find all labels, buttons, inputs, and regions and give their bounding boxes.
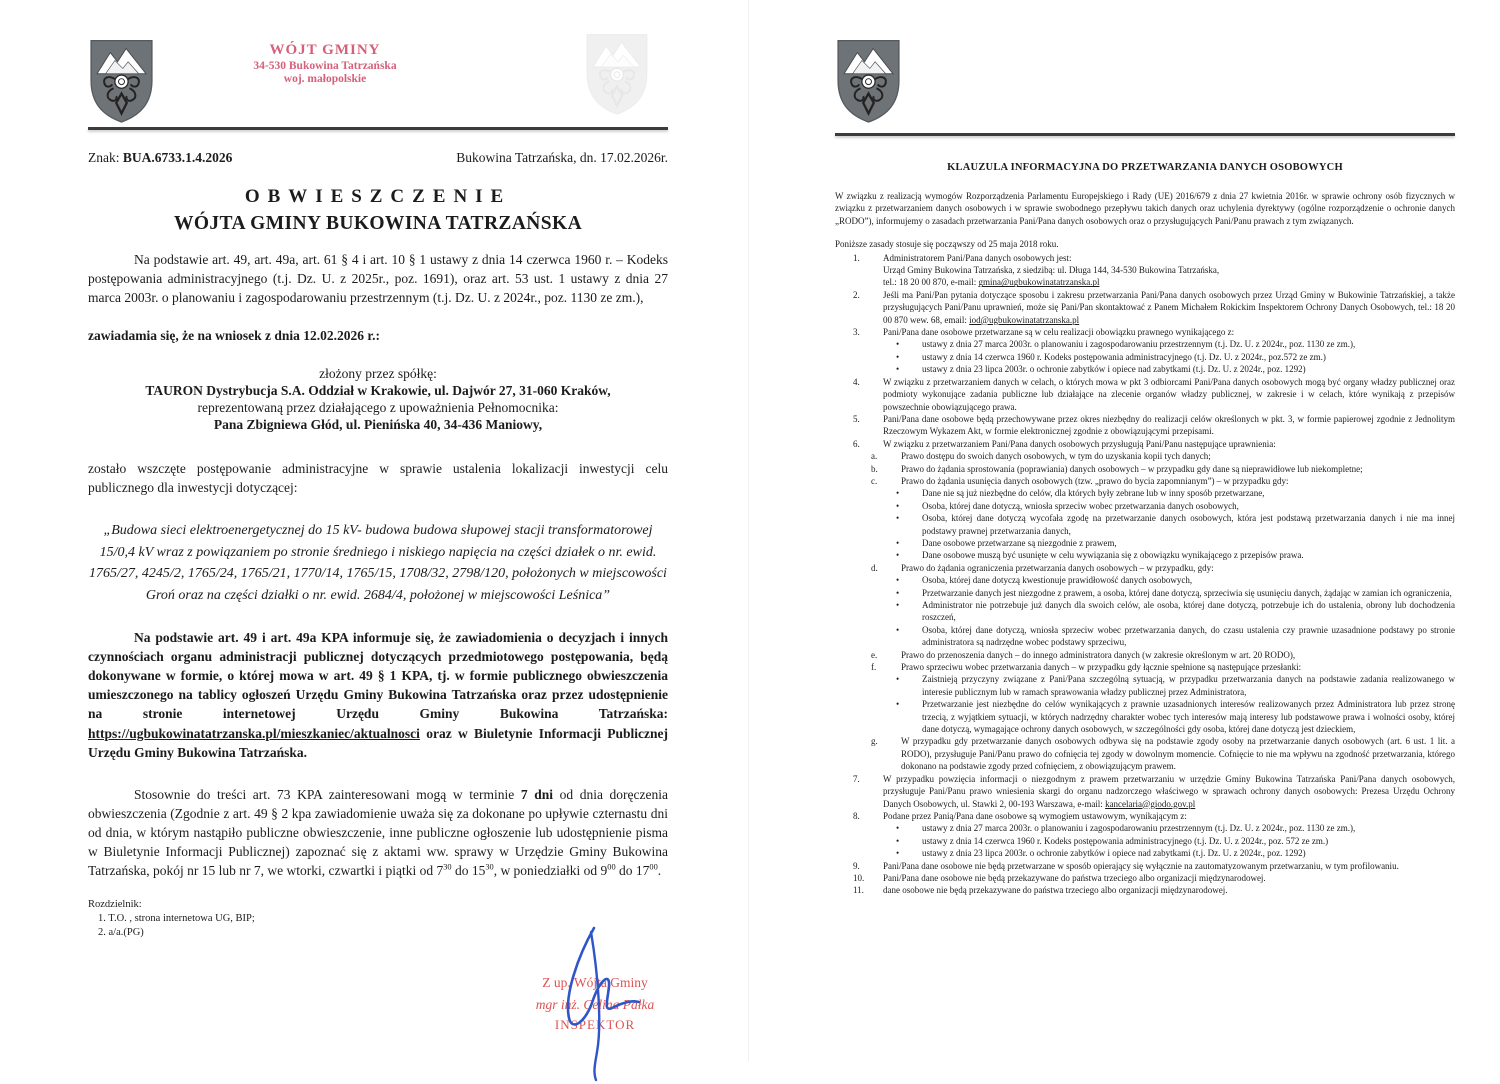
list-row-text: Pani/Pana dane osobowe nie będą przekazywane do państwa trzeciego albo organizacji międzynarodowej.	[883, 872, 1266, 883]
list-row-text: Prawo do żądania ograniczenia przetwarzania danych osobowych – w przypadku, gdy:	[901, 562, 1214, 573]
list-row-text: Prawo do żądania sprostowania (poprawiania) danych osobowych – w przypadku gdy dane są nieprawidłowe lub niekompletne;	[901, 463, 1363, 474]
rodo-list-row	[835, 413, 1455, 438]
applicant-block	[88, 365, 668, 434]
rodo-list-row	[835, 884, 1455, 896]
list-marker: 2.	[853, 289, 860, 300]
rodo-list-row	[835, 624, 1455, 649]
list-marker: •	[896, 587, 900, 598]
rodo-list-row	[835, 549, 1455, 561]
list-row-text: ustawy z dnia 23 lipca 2003r. o ochronie zabytków i opiece nad zabytkami (t.j. Dz. U. z 2024r., poz. 1292)	[922, 364, 1306, 375]
list-marker: •	[896, 339, 900, 350]
list-row-text: Osoba, której dane dotyczą wycofała zgodę na przetwarzanie danych osobowych, która jest podstawą przetwarzania danych i nie ma innej podstawy prawnej przetwarzania danych,	[922, 513, 1455, 536]
notification-lead: zawiadamia się, że na wniosek z dnia 12.02.2026 r.:	[88, 328, 381, 344]
stamp-voivodeship: woj. małopolskie	[283, 73, 367, 86]
list-marker: •	[896, 699, 900, 710]
crest-watermark-icon	[584, 32, 650, 116]
signature-position: INSPEKTOR	[554, 1017, 636, 1033]
title-line-1: OBWIESZCZENIE	[244, 186, 512, 207]
left-page-obwieszczenie	[0, 0, 748, 1061]
rodo-list-row	[835, 661, 1455, 673]
representative-name: Pana Zbigniewa Głód, ul. Pienińska 40, 34-436 Maniowy,	[213, 417, 543, 433]
rodo-list-row	[835, 735, 1455, 772]
rodo-list-row	[835, 587, 1455, 599]
list-row-text: ustawy z dnia 27 marca 2003r. o planowaniu i zagospodarowaniu przestrzennym (t.j. Dz. U. z 2024r., poz. 1130 ze zm.),	[922, 339, 1356, 350]
header-office-stamp	[200, 42, 450, 87]
list-row-text: Prawo do żądania usunięcia danych osobowych (tzw. „prawo do bycia zapomnianym”) – w przypadku gdy:	[901, 475, 1289, 486]
list-marker: d.	[871, 562, 878, 573]
rodo-list-row	[835, 450, 1455, 462]
list-marker: 1.	[853, 252, 860, 263]
place-and-date: Bukowina Tatrzańska, dn. 17.02.2026r.	[456, 150, 668, 165]
list-row-text: Dane nie są już niezbędne do celów, dla których były zebrane lub w inny sposób przetwarzane,	[922, 488, 1265, 499]
list-row-text: W związku z przetwarzaniem danych w celach, o których mowa w pkt 3 odbiorcami Pani/Pana danych osobowych mogą być organy władzy publicznej oraz podmioty wykonujące zadania publiczne lub działające na zlecenie organów władzy publicznej, w zakresie i w celach, które wynikają z przepisów powszechnie obowiązującego prawa.	[883, 376, 1455, 412]
rodo-list-row	[835, 562, 1455, 574]
list-row-text: Urząd Gminy Bukowina Tatrzańska, z siedzibą: ul. Długa 144, 34-530 Bukowina Tatrzańska,	[883, 265, 1220, 276]
header-rule	[835, 133, 1455, 136]
left-page-header	[88, 38, 668, 124]
rodo-list-row	[835, 860, 1455, 872]
distribution-label: Rozdzielnik:	[88, 898, 142, 910]
rodo-list-row	[835, 847, 1455, 859]
list-marker: 9.	[853, 860, 860, 871]
applicant-intro: złożony przez spółkę:	[319, 365, 437, 381]
inspection-paragraph: Stosownie do treści art. 73 KPA zainteresowani mogą w terminie 7 dni od dnia doręczenia obwieszczenia (Zgodnie z art. 49 § 2 kpa zawiadomienie uważa się za dokonane po upływie czternastu dni od dnia, w którym nastąpiło publiczne obwieszczenie, inne publiczne ogłoszenie lub udostępnienie pisma w Biuletynie Informacji Publicznej) zapoznać się z aktami ww. sprawy w Urzędzie Gminy Bukowina Tatrzańska, pokój nr 15 lub nr 7, we wtorki, czwartki i piątki od $7^{30}$ do $15^{30}$, w poniedziałki od $9^{00}$ do $17^{00}$.	[88, 786, 668, 879]
list-marker: •	[896, 624, 900, 635]
rodo-list-row	[835, 338, 1455, 350]
rodo-lead-line: Poniższe zasady stosuje się począwszy od 25 maja 2018 roku.	[835, 239, 1059, 250]
rodo-title: KLAUZULA INFORMACYJNA DO PRZETWARZANIA DANYCH OSOBOWYCH	[947, 162, 1343, 173]
case-number: Znak: BUA.6733.1.4.2026	[88, 150, 233, 165]
investment-description-quote: „Budowa sieci elektroenergetycznej do 15 kV- budowa budowa słupowej stacji transformatorowej 15/0,4 kV wraz z powiązaniem po stronie średniego i niskiego napięcia na części działek o nr. ewid. 1765/27, 4245/2, 1765/24, 1765/21, 1770/14, 1765/15, 1708/32, 2798/120, położonych w miejscowości Groń oraz na części działki o nr. ewid. 2684/4, położonej w miejscowości Leśnica”	[89, 523, 667, 604]
list-row-text: W związku z przetwarzaniem Pani/Pana danych osobowych przysługują Pani/Panu następujące uprawnienia:	[883, 438, 1276, 449]
rodo-list-row	[835, 487, 1455, 499]
list-row-text: ustawy z dnia 14 czerwca 1960 r. Kodeks postępowania administracyjnego (t.j. Dz. U. z 2024r., poz. 572 ze zm.)	[922, 835, 1329, 846]
list-marker: •	[896, 351, 900, 362]
list-marker: 7.	[853, 773, 860, 784]
list-row-text: W przypadku gdy przetwarzanie danych osobowych odbywa się na podstawie zgody osoby na przetwarzanie danych osobowych (art. 6 ust. 1 lit. a RODO), przysługuje Pani/Panu prawo do cofnięcia tej zgody w dowolnym momencie. Cofnięcie to nie ma wpływu na zgodność przetwarzania, którego dokonano na podstawie zgody przed cofnięciem, z obowiązującym prawem.	[901, 736, 1455, 772]
right-page-header	[835, 38, 1455, 124]
list-row-text: Pani/Pana dane osobowe nie będą przetwarzane w sposób opierający się wyłącznie na zautomatyzowanym przetwarzaniu, w tym profilowaniu.	[883, 860, 1399, 871]
distribution-item: 2. a/a.(PG)	[98, 926, 144, 938]
list-row-text: Pani/Pana dane osobowe będą przechowywane przez okres niezbędny do realizacji celów określonych w pkt. 3, w formie papierowej zgodnie z Jednolitym Rzeczowym Wykazem Akt, w formie elektronicznej zgodnie z obowiązującymi przepisami.	[883, 413, 1455, 437]
list-marker: •	[896, 674, 900, 685]
signature-area	[470, 944, 710, 1084]
list-row-text: Osoba, której dane dotyczą, wniosła sprzeciw wobec przetwarzania danych osobowych,	[922, 500, 1239, 511]
list-marker: 8.	[853, 810, 860, 821]
rodo-list-row	[835, 673, 1455, 698]
rodo-list-row-continuation	[835, 264, 1455, 276]
signature-on-behalf: Z up. Wójta Gminy	[542, 975, 648, 991]
rodo-list-row-continuation	[835, 276, 1455, 288]
list-row-text: Prawo dostępu do swoich danych osobowych, w tym do uzyskania kopii tych danych;	[901, 451, 1211, 462]
list-marker: •	[896, 488, 900, 499]
list-marker: f.	[871, 662, 877, 673]
list-row-text: W przypadku powzięcia informacji o niezgodnym z prawem przetwarzaniu w urzędzie Gminy Bukowina Tatrzańska Pani/Pana danych osobowych, przysługuje Pani/Panu prawo wniesienia skargi do organu nadzorczego właściwego w sprawach ochrony danych osobowych: Prezesa Urzędu Ochrony Danych Osobowych, ul. Stawki 2, 00-193 Warszawa, e-mail: kancelaria@giodo.gov.pl	[883, 773, 1455, 809]
list-row-text: Prawo do przenoszenia danych – do innego administratora danych (w zakresie określonym w art. 20 RODO),	[901, 649, 1296, 660]
list-marker: •	[896, 364, 900, 375]
list-marker: 5.	[853, 413, 860, 424]
rodo-list-row	[835, 872, 1455, 884]
list-marker: •	[896, 823, 900, 834]
list-row-text: Osoba, której dane dotyczą, wniosła sprzeciw wobec przetwarzania danych, do czasu ustalenia czy prawnie uzasadnione podstawy po stronie administratora są nadrzędne wobec podstawy sprzeciwu,	[922, 624, 1455, 648]
list-row-text: Jeśli ma Pani/Pan pytania dotyczące sposobu i zakresu przetwarzania Pani/Pana danych osobowych przez Urząd Gminy w Bukowinie Tatrzańskiej, a także przysługujących Pani/Panu uprawnień, może się Pani/Pan skontaktować z Panem Michałem Rokickim Inspektorem Ochrony Danych Osobowych, tel.: 18 20 00 870 wew. 68, email: iod@ugbukowinatatrzanska.pl	[883, 289, 1455, 325]
list-marker: g.	[871, 736, 878, 747]
list-marker: e.	[871, 649, 878, 660]
list-row-text: Przetwarzanie jest niezbędne do celów wynikających z prawnie uzasadnionych interesów realizowanych przez Administratora lub przez stronę trzecią, z wyjątkiem sytuacji, w których nadrzędny charakter wobec tych interesów mają interesy lub podstawowe prawa i wolności osoby, której dane dotyczą, wymagające ochrony danych osobowych, w szczególności gdy osoba, której dane dotyczą jest dzieckiem,	[922, 699, 1455, 735]
rodo-list-row	[835, 463, 1455, 475]
rodo-list-row	[835, 810, 1455, 822]
list-marker: 4.	[853, 376, 860, 387]
list-row-text: Prawo sprzeciwu wobec przetwarzania danych – w przypadku gdy łącznie spełnione są następujące przesłanki:	[901, 662, 1302, 673]
signature-name: mgr inż. Celina Pałka	[535, 996, 655, 1012]
list-marker: 10.	[853, 872, 865, 883]
title-line-2: WÓJTA GMINY BUKOWINA TATRZAŃSKA	[173, 213, 583, 234]
list-row-text: ustawy z dnia 27 marca 2003r. o planowaniu i zagospodarowaniu przestrzennym (t.j. Dz. U. z 2024r., poz. 1130 ze zm.),	[922, 823, 1356, 834]
right-page-klauzula-rodo	[752, 0, 1500, 1061]
rodo-list-row	[835, 500, 1455, 512]
reference-row	[88, 150, 668, 166]
legal-basis-paragraph: Na podstawie art. 49, art. 49a, art. 61 § 4 i art. 10 § 1 ustawy z dnia 14 czerwca 1960 r. – Kodeks postępowania administracyjnego (t.j. Dz. U. z 2025r., poz. 1691), oraz art. 53 ust. 1 ustawy z dnia 27 marca 2003r. o planowaniu i zagospodarowaniu przestrzennym (t.j. Dz. U. z 2024r., poz. 1130 ze zm.),	[88, 252, 668, 306]
list-marker: •	[896, 513, 900, 524]
list-row-text: Osoba, której dane dotyczą kwestionuje prawidłowość danych osobowych,	[922, 575, 1193, 586]
list-row-text: Pani/Pana dane osobowe przetwarzane są w celu realizacji obowiązku prawnego wynikającego z:	[883, 327, 1235, 338]
rodo-list-row	[835, 574, 1455, 586]
list-marker: •	[896, 848, 900, 859]
stamp-address: 34-530 Bukowina Tatrzańska	[253, 59, 397, 72]
list-row-text: Dane osobowe muszą być usunięte w celu wywiązania się z obowiązku wynikającego z przepisów prawa.	[922, 550, 1304, 561]
rodo-list-row	[835, 512, 1455, 537]
rodo-list-row	[835, 326, 1455, 338]
list-row-text: Przetwarzanie danych jest niezgodne z prawem, a osoba, której dane dotyczą, sprzeciwia się usunięciu danych, żądając w zamian ich ograniczenia,	[922, 587, 1452, 598]
list-row-text: ustawy z dnia 14 czerwca 1960 r. Kodeks postępowania administracyjnego (t.j. Dz. U. z 2024r., poz.572 ze zm.)	[922, 351, 1326, 362]
distribution-item: 1. T.O. , strona internetowa UG, BIP;	[98, 912, 255, 924]
rodo-list-row	[835, 438, 1455, 450]
rodo-list-row	[835, 773, 1455, 810]
document-title	[88, 186, 668, 235]
list-row-text: Administrator nie potrzebuje już danych dla swoich celów, ale osoba, której dane dotyczą, potrzebuje ich do ustalenia, obrony lub dochodzenia roszczeń,	[922, 600, 1455, 623]
rodo-intro-paragraph: W związku z realizacją wymogów Rozporządzenia Parlamentu Europejskiego i Rady (UE) 2016/679 z dnia 27 kwietnia 2016r. w sprawie ochrony osób fizycznych w związku z przetwarzaniem danych osobowych i w sprawie swobodnego przepływu takich danych oraz uchylenia dyrektywy (ogólne rozporządzenie o ochronie danych „RODO”), informujemy o zasadach przetwarzania Pani/Pana danych osobowych oraz o przysługujących Pani/Panu prawach z tym związanych.	[835, 191, 1455, 226]
list-row-text: Podane przez Panią/Pana dane osobowe są wymogiem ustawowym, wynikającym z:	[883, 810, 1187, 821]
rodo-list-row	[835, 649, 1455, 661]
list-row-text: ustawy z dnia 23 lipca 2003r. o ochronie zabytków i opiece nad zabytkami (t.j. Dz. U. z 2024r., poz. 1292)	[922, 848, 1306, 859]
list-row-text: tel.: 18 20 00 870, e-mail: gmina@ugbukowinatatrzanska.pl	[883, 277, 1100, 288]
proceeding-paragraph: zostało wszczęte postępowanie administracyjne w sprawie ustalenia lokalizacji inwestycji celu publicznego dla inwestycji dotyczącej:	[88, 460, 668, 495]
rodo-list-row	[835, 698, 1455, 735]
rodo-list-row	[835, 835, 1455, 847]
rodo-list-row	[835, 822, 1455, 834]
list-marker: 11.	[853, 885, 864, 896]
applicant-company: TAURON Dystrybucja S.A. Oddział w Krakowie, ul. Dajwór 27, 31-060 Kraków,	[145, 382, 611, 398]
header-rule	[88, 127, 668, 130]
representative-intro: reprezentowaną przez działającego z upoważnienia Pełnomocnika:	[197, 400, 559, 416]
rodo-list-row	[835, 599, 1455, 624]
list-row-text: Zaistnieją przyczyny związane z Pani/Pana szczególną sytuacją, w przypadku przetwarzania danych na podstawie zadania realizowanego w interesie publicznym lub w ramach sprawowania władzy publicznej przez Administratora,	[922, 674, 1455, 697]
rodo-list-row	[835, 252, 1455, 264]
list-marker: 6.	[853, 438, 860, 449]
stamp-office-name: WÓJT GMINY	[269, 42, 381, 58]
list-marker: b.	[871, 463, 878, 474]
list-row-text: Dane osobowe przetwarzane są niezgodnie z prawem,	[922, 537, 1117, 548]
list-marker: •	[896, 835, 900, 846]
list-marker: •	[896, 537, 900, 548]
rodo-list-row	[835, 289, 1455, 326]
rodo-list-row	[835, 376, 1455, 413]
rodo-list-row	[835, 351, 1455, 363]
rodo-list-row	[835, 537, 1455, 549]
list-marker: •	[896, 500, 900, 511]
list-row-text: Administratorem Pani/Pana danych osobowych jest:	[883, 252, 1072, 263]
rodo-list-row	[835, 363, 1455, 375]
list-marker: •	[896, 550, 900, 561]
list-marker: 3.	[853, 327, 860, 338]
list-marker: •	[896, 600, 900, 610]
list-marker: a.	[871, 451, 878, 462]
rodo-list	[835, 252, 1455, 897]
list-marker: c.	[871, 475, 878, 486]
municipal-crest-icon	[835, 38, 902, 124]
list-row-text: dane osobowe nie będą przekazywane do państwa trzeciego albo organizacji międzynarodowej.	[883, 885, 1228, 896]
rodo-list-row	[835, 475, 1455, 487]
list-marker: •	[896, 575, 900, 586]
municipal-crest-icon	[88, 38, 155, 124]
public-notice-paragraph: Na podstawie art. 49 i art. 49a KPA informuje się, że zawiadomienia o decyzjach i innych czynnościach organu administracji publicznej dotyczących przedmiotowego postępowania, będą dokonywane w formie, o której mowa w art. 49 § 1 KPA, tj. w formie publicznego obwieszczenia umieszczonego na tablicy ogłoszeń Urzędu Gminy Bukowina Tatrzańska oraz przez udostępnienie na stronie internetowej Urzędu Gminy Bukowina Tatrzańska: https://ugbukowinatatrzanska.pl/mieszkaniec/aktualnosci oraz w Biuletynie Informacji Publicznej Urzędu Gminy Bukowina Tatrzańska.	[88, 629, 668, 760]
handwritten-signature	[536, 922, 656, 1082]
